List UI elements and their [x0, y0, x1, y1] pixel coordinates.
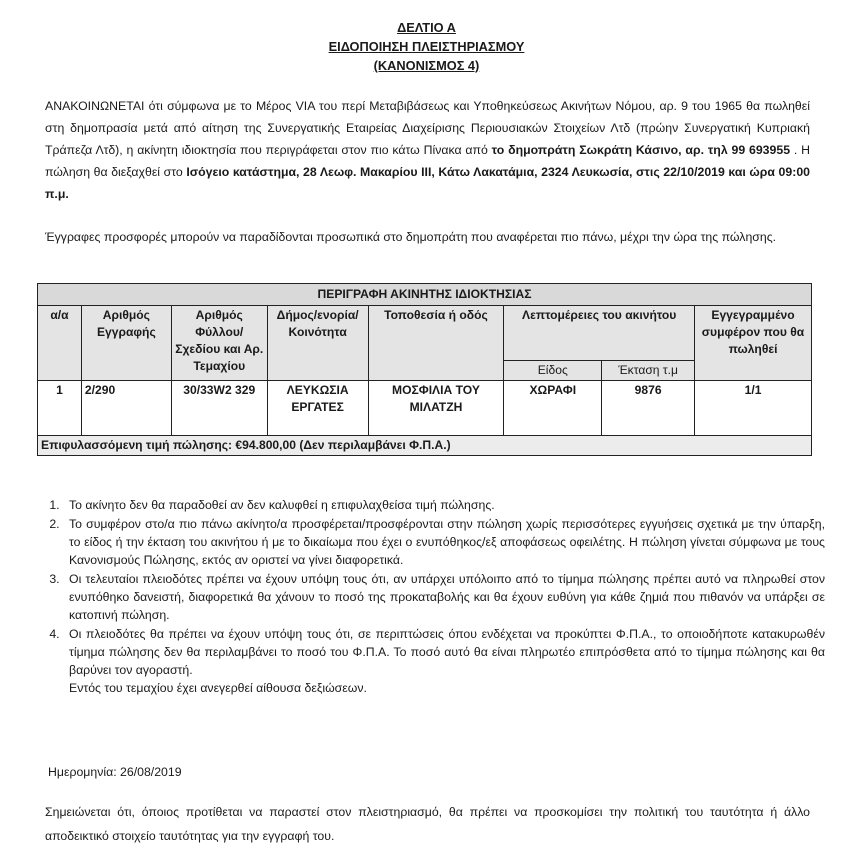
doc-title: ΔΕΛΤΙΟ Α: [397, 20, 456, 35]
col-area: Έκταση τ.μ: [602, 361, 695, 381]
table-header-row: [38, 306, 812, 361]
note-item: 2. Το συμφέρον στο/α πιο πάνω ακίνητο/α προσφέρεται/προσφέρονται στην πώληση χωρίς περισσότερες εγγυήσεις σχετικά με την ύπαρξη, το είδος ή την έκταση του ακινήτου ή με το δικαίωμα που έχει ο ενυπόθηκος/εξ αποφάσεως οφειλέτης. Η πώληση γίνεται σύμφωνα με τους Κανονισμούς Πώλησης, εκτός αν οριστεί να γίνει διαφορετικά.: [63, 515, 825, 569]
cell-aa: 1: [38, 381, 82, 436]
col-details: Λεπτομέρειες του ακινήτου: [504, 306, 695, 361]
col-aa: α/α: [38, 306, 82, 381]
note-4-text: Οι πλειοδότες θα πρέπει να έχουν υπόψη τους ότι, σε περιπτώσεις όπου ενδέχεται να προκύπτει Φ.Π.Α., το οποιοδήποτε κατακυρωθέν τίμημα πώλησης δεν θα περιλαμβάνει το ποσό του Φ.Π.Α. Το ποσό αυτό θα είναι πληρωτέο επιπρόσθετα από το τίμημα πώλησης και θα βαρύνει τον αγοραστή.: [69, 627, 825, 677]
col-registration: Αριθμός Εγγραφής: [81, 306, 171, 381]
table-row: [38, 381, 812, 436]
notes-list: [45, 496, 825, 698]
note-item: [63, 625, 825, 697]
col-type: Είδος: [504, 361, 602, 381]
col-sheet-plan: Αριθμός Φύλλου/ Σχεδίου και Αρ. Τεμαχίου: [171, 306, 267, 381]
intro-paragraph: [45, 95, 810, 205]
cell-registration: 2/290: [81, 381, 171, 436]
reserve-price-row: [38, 436, 812, 456]
date-line: Ημερομηνία: 26/08/2019: [48, 765, 182, 779]
footer-paragraph: Σημειώνεται ότι, όποιος προτίθεται να παραστεί στον πλειστηριασμό, θα πρέπει να προσκομίσει την πολιτική του ταυτότητα ή άλλο αποδεικτικό στοιχείο ταυτότητας για την εγγραφή του.: [45, 805, 810, 843]
reserve-price: Επιφυλασσόμενη τιμή πώλησης: €94.800,00 (Δεν περιλαμβάνει Φ.Π.Α.): [38, 436, 812, 456]
col-municipality: Δήμος/ενορία/ Κοινότητα: [267, 306, 368, 381]
cell-type: ΧΩΡΑΦΙ: [504, 381, 602, 436]
offers-paragraph: Έγγραφες προσφορές μπορούν να παραδίδονται προσωπικά στο δημοπράτη που αναφέρεται πιο πάνω, μέχρι την ώρα της πώλησης.: [45, 230, 777, 244]
intro-text-1: ΑΝΑΚΟΙΝΩΝΕΤΑΙ ότι σύμφωνα με το Μέρος VIA του περί Μεταβιβάσεως και Υποθηκεύσεως Ακινήτων Νόμου, αρ. 9 του 1965 θα πωληθεί στη δημοπρασία μετά από αίτηση της Συνεργατικής Εταιρείας Διαχείρισης Περιουσιακών Στοιχείων Λτδ (πρώην Συνεργατική Κυπριακή Τράπεζα Λτδ), η ακίνητη ιδιοκτησία που περιγράφεται στον πιο κάτω Πίνακα από: [45, 99, 810, 157]
doc-regulation: (ΚΑΝΟΝΙΣΜΟΣ 4): [373, 58, 480, 73]
cell-sheet-plan: 30/33W2 329: [171, 381, 267, 436]
col-share: Εγγεγραμμένο συμφέρον που θα πωληθεί: [695, 306, 812, 381]
venue-info: Ισόγειο κατάστημα, 28 Λεωφ. Μακαρίου ΙΙΙ, Κάτω Λακατάμια, 2324 Λευκωσία, στις 22/10/2019 και ώρα 09:00 π.μ.: [45, 165, 810, 201]
intro-text-2: . Η πώληση θα διεξαχθεί στο: [45, 143, 810, 179]
cell-area: 9876: [602, 381, 695, 436]
auctioneer-info: το δημοπράτη Σωκράτη Κάσινο, αρ. τηλ 99 693955: [491, 143, 791, 157]
cell-municipality: ΛΕΥΚΩΣΙΑ ΕΡΓΑΤΕΣ: [267, 381, 368, 436]
doc-subtitle: ΕΙΔΟΠΟΙΗΣΗ ΠΛΕΙΣΤΗΡΙΑΣΜΟΥ: [328, 39, 525, 54]
table-title: ΠΕΡΙΓΡΑΦΗ ΑΚΙΝΗΤΗΣ ΙΔΙΟΚΤΗΣΙΑΣ: [38, 284, 812, 306]
cell-location: ΜΟΣΦΙΛΙΑ ΤΟΥ ΜΙΛΑΤΖΗ: [368, 381, 504, 436]
note-4-extra: Εντός του τεμαχίου έχει ανεγερθεί αίθουσα δεξιώσεων.: [69, 681, 367, 695]
note-item: 1. Το ακίνητο δεν θα παραδοθεί αν δεν καλυφθεί η επιφυλαχθείσα τιμή πώλησης.: [63, 496, 825, 514]
col-location: Τοποθεσία ή οδός: [368, 306, 504, 381]
note-item: 3. Οι τελευταίοι πλειοδότες πρέπει να έχουν υπόψη τους ότι, αν υπάρχει υπόλοιπο από το τίμημα πώλησης πρέπει αυτό να πληρωθεί στον ενυπόθηκο δανειστή, διαφορετικά θα χάνουν το ποσό της προκαταβολής και θα έχουν ευθύνη για κάθε ζημιά που πιθανόν να υπάρξει σε κατοπινή πώληση.: [63, 570, 825, 624]
property-table: [37, 283, 812, 456]
table-title-row: [38, 284, 812, 306]
cell-share: 1/1: [695, 381, 812, 436]
